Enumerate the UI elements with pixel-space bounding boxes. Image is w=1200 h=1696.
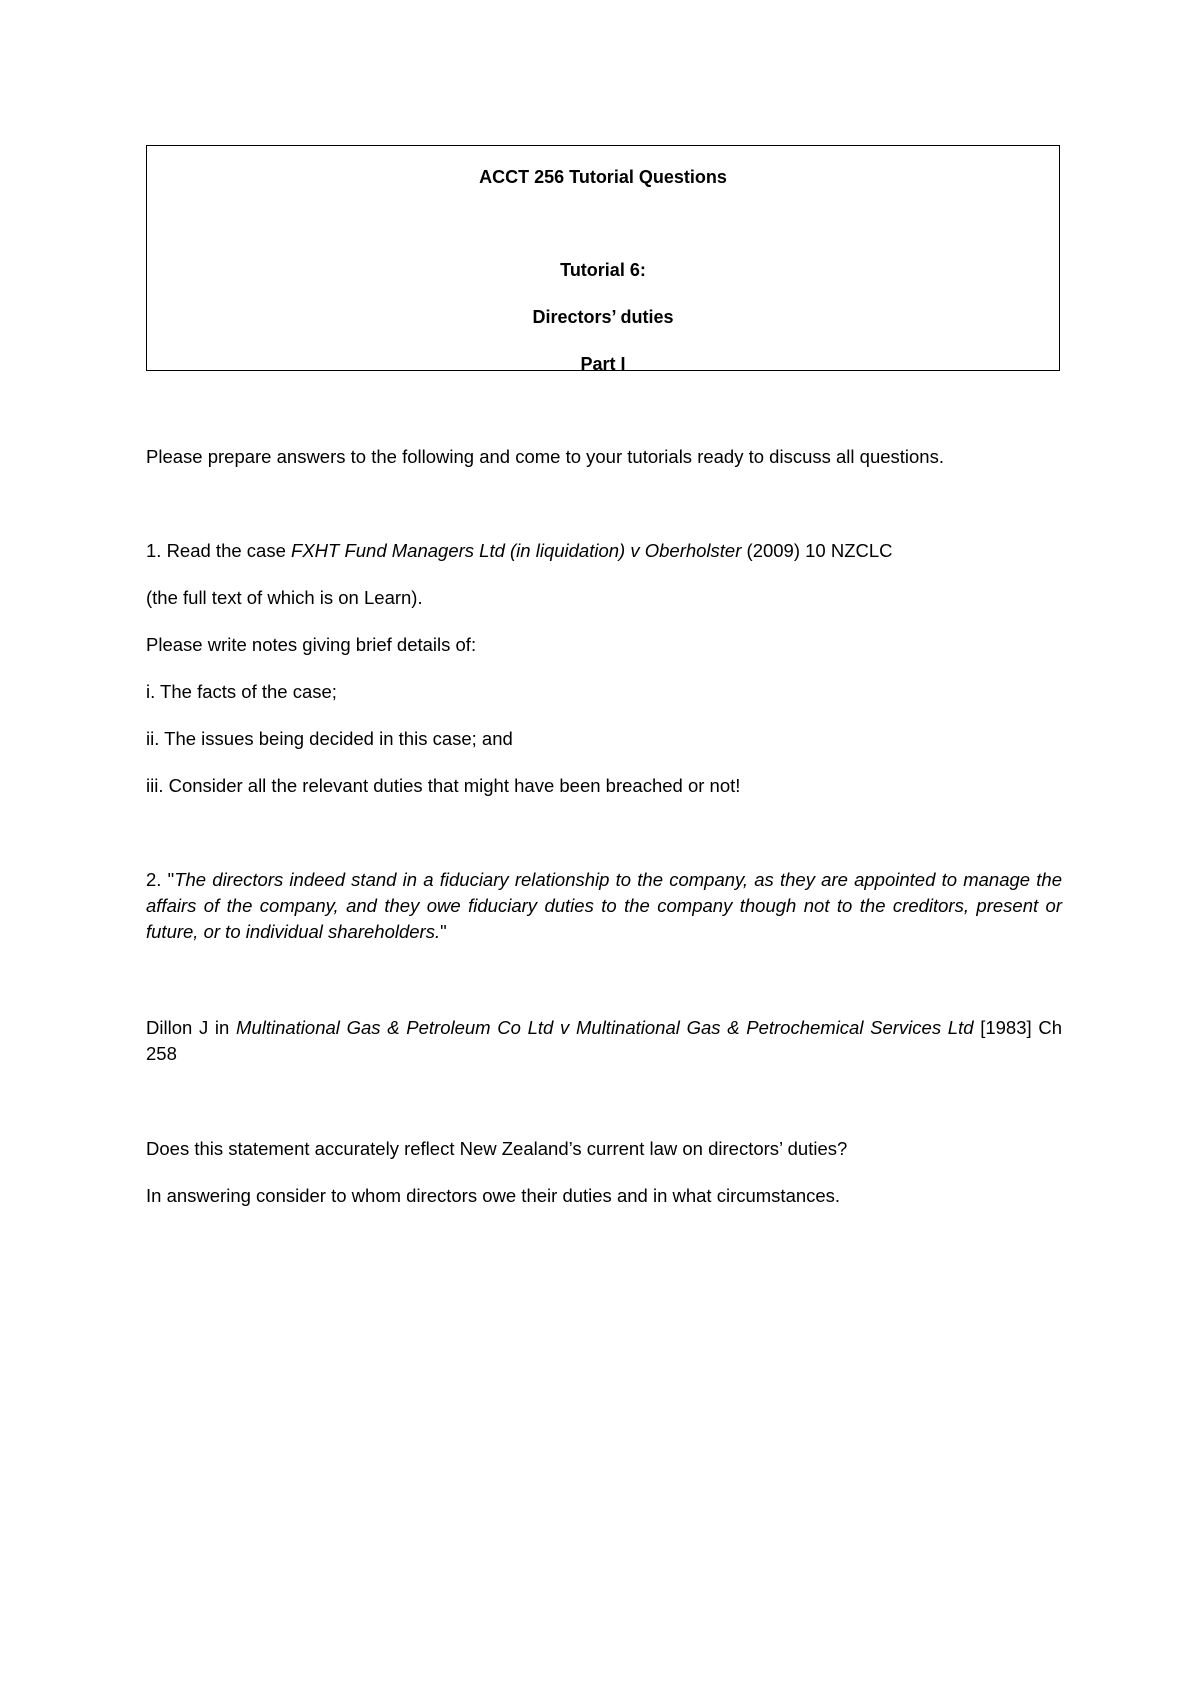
tutorial-label: Tutorial 6:: [560, 260, 646, 280]
attribution-citation: [1983] Ch 258: [146, 1017, 1063, 1064]
question-2-quote: [146, 867, 1062, 945]
question-2-instruction: In answering consider to whom directors owe their duties and in what circumstances.: [146, 1185, 841, 1206]
attribution-prefix: Dillon J in: [146, 1017, 237, 1038]
attribution-case: Multinational Gas & Petroleum Co Ltd v Multinational Gas & Petrochemical Services Ltd: [236, 1017, 974, 1038]
question-1-item: iii. Consider all the relevant duties that might have been breached or not!: [146, 775, 741, 796]
question-1-item: ii. The issues being decided in this case; and: [146, 728, 513, 749]
tutorial-topic: Directors’ duties: [532, 307, 674, 327]
intro-paragraph: Please prepare answers to the following and come to your tutorials ready to discuss all questions.: [146, 446, 944, 467]
course-title: ACCT 256 Tutorial Questions: [479, 167, 727, 187]
question-1-note: (the full text of which is on Learn).: [146, 587, 423, 608]
question-2-question: Does this statement accurately reflect New Zealand’s current law on directors’ duties?: [146, 1138, 848, 1159]
question-1-citation: (2009) 10 NZCLC: [741, 540, 893, 561]
question-1-instruction: Please write notes giving brief details of:: [146, 634, 477, 655]
question-1-item: i. The facts of the case;: [146, 681, 337, 702]
question-2-prefix: 2. ": [146, 869, 175, 890]
question-1-heading: [146, 538, 1062, 564]
title-box: [146, 145, 1060, 371]
question-2-quote-text: The directors indeed stand in a fiduciary relationship to the company, as they are appointed to manage the affairs of the company, and they owe fiduciary duties to the company though not to the creditors, present or future, or to individual shareholders.: [146, 869, 1062, 942]
question-1-case-name: FXHT Fund Managers Ltd (in liquidation) v Oberholster: [291, 540, 742, 561]
question-1-prefix: 1. Read the case: [146, 540, 292, 561]
question-2-suffix: ": [440, 921, 447, 942]
tutorial-part: Part I: [580, 354, 626, 371]
question-2-attribution: [146, 1015, 1062, 1067]
